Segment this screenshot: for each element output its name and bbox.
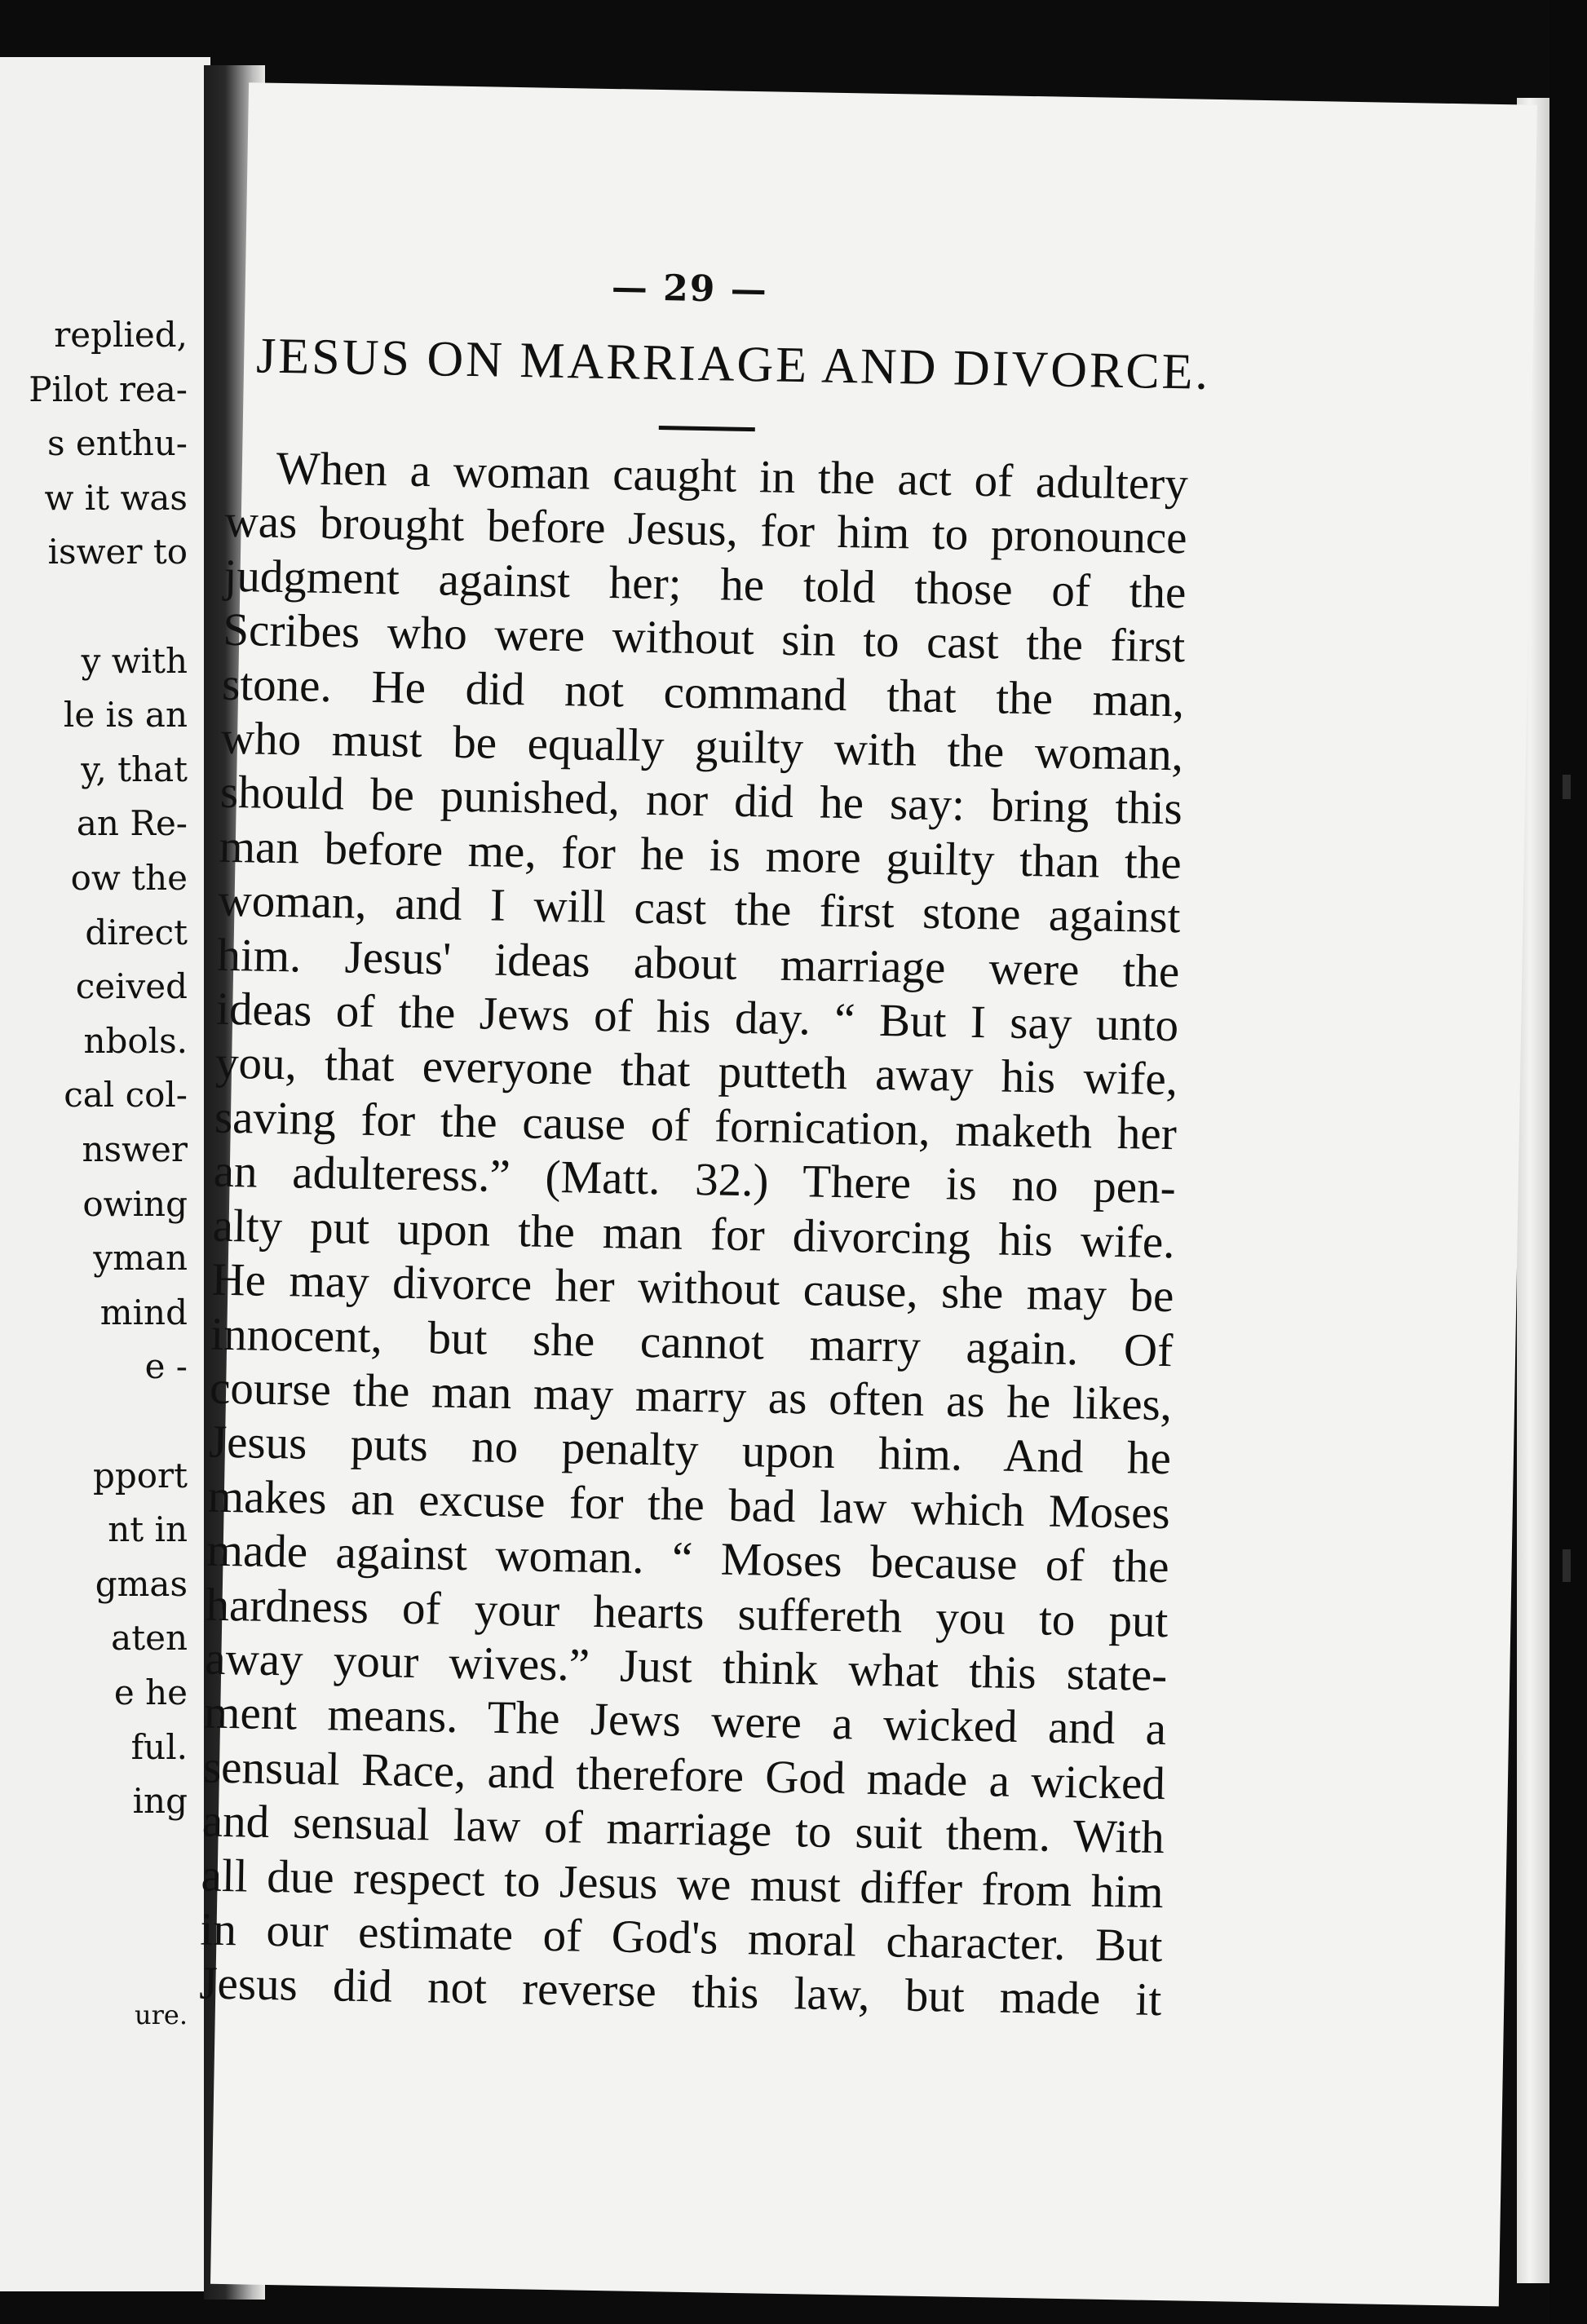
- text-line: hardness of your hearts suffereth you to put: [205, 1579, 1169, 1647]
- text-line: was brought before Jesus, for him to pronounce: [224, 496, 1188, 564]
- text-line: ideas of the Jews of his day. “ But I say unto: [215, 983, 1179, 1052]
- left-page-fragment: cal col-: [64, 1075, 188, 1116]
- text-line: sensual Race, and therefore God made a wicked: [202, 1741, 1166, 1809]
- left-page-fragment: s enthu-: [47, 423, 188, 464]
- left-page-fragment: Pilot rea-: [29, 369, 188, 409]
- text-line: makes an excuse for the bad law which Moses: [207, 1470, 1171, 1539]
- text-line: ment means. The Jews were a wicked and a: [203, 1686, 1167, 1756]
- text-line: who must be equally guilty with the woman,: [220, 712, 1184, 781]
- left-page-fragment: le is an: [63, 695, 188, 736]
- text-line: an adulteress.” (Matt. 32.) There is no pen-: [213, 1145, 1177, 1214]
- edge-mark: [1563, 775, 1571, 799]
- left-page-fragment: replied,: [54, 315, 188, 355]
- text-line: Scribes who were without sin to cast the first: [222, 603, 1186, 673]
- left-page-fragment: ing: [132, 1781, 188, 1822]
- text-line: made against woman. “ Moses because of the: [206, 1524, 1170, 1593]
- text-line: stone. He did not command that the man,: [221, 658, 1185, 727]
- left-page-fragment: y, that: [81, 749, 188, 789]
- text-line: judgment against her; he told those of the: [223, 550, 1187, 619]
- page-number: — 29 —: [611, 267, 769, 311]
- text-line: alty put upon the man for divorcing his wife.: [212, 1200, 1176, 1268]
- left-page-fragment: gmas: [95, 1563, 188, 1604]
- text-line: away your wives.” Just think what this state-: [204, 1633, 1168, 1702]
- left-page-fragment: ure.: [134, 1999, 188, 2030]
- left-page-fragment: nbols.: [83, 1020, 188, 1061]
- text-line: course the man may marry as often as he likes,: [209, 1362, 1173, 1431]
- left-page-fragment: w it was: [44, 477, 188, 518]
- left-page-fragment: iswer to: [47, 532, 188, 572]
- left-page-fragment: direct: [85, 912, 188, 952]
- text-line: woman, and I will cast the first stone against: [218, 874, 1181, 943]
- left-facing-page: [0, 57, 210, 2291]
- text-line: you, that everyone that putteth away his wife,: [214, 1037, 1178, 1106]
- scan-border-right: [1549, 0, 1587, 2324]
- left-page-fragment: nt in: [108, 1509, 188, 1550]
- left-page-fragment: ceived: [75, 966, 188, 1007]
- main-page: [198, 82, 1537, 2306]
- left-page-fragment: an Re-: [76, 803, 188, 844]
- left-page-fragment: y with: [81, 640, 188, 681]
- left-page-fragment: e he: [113, 1672, 188, 1712]
- text-line: Jesus puts no penalty upon him. And he: [208, 1416, 1172, 1485]
- text-line: When a woman caught in the act of adultery: [276, 442, 1189, 510]
- text-line: man before me, for he is more guilty than the: [219, 820, 1183, 890]
- left-page-fragment: aten: [111, 1618, 188, 1659]
- left-page-fragment: e -: [144, 1346, 188, 1387]
- text-line: Jesus did not reverse this law, but made it: [198, 1957, 1162, 2026]
- text-line: all due respect to Jesus we must differ from him: [201, 1849, 1165, 1918]
- left-page-fragment: mind: [99, 1292, 188, 1332]
- left-page-fragment: ful.: [130, 1726, 188, 1767]
- left-page-fragment: nswer: [82, 1129, 188, 1169]
- text-line: He may divorce her without cause, she may be: [210, 1253, 1174, 1323]
- body-text: [199, 441, 1188, 2028]
- text-line: saving for the cause of fornication, maketh her: [214, 1091, 1178, 1160]
- edge-mark: [1563, 1549, 1571, 1582]
- left-page-fragment: ow the: [70, 858, 188, 898]
- left-page-fragment: yman: [93, 1238, 188, 1279]
- text-line: should be punished, nor did he say: bring this: [219, 767, 1183, 835]
- chapter-heading: JESUS ON MARRIAGE AND DIVORCE.: [255, 328, 1211, 400]
- text-line: and sensual law of marriage to suit them. With: [201, 1795, 1165, 1864]
- text-line: him. Jesus' ideas about marriage were the: [216, 929, 1180, 997]
- text-line: in our estimate of God's moral character. But: [200, 1903, 1163, 1973]
- left-page-fragment: owing: [82, 1183, 188, 1224]
- left-page-fragment: pport: [92, 1455, 188, 1496]
- text-line: innocent, but she cannot marry again. Of: [210, 1308, 1174, 1376]
- heading-rule: [659, 426, 755, 431]
